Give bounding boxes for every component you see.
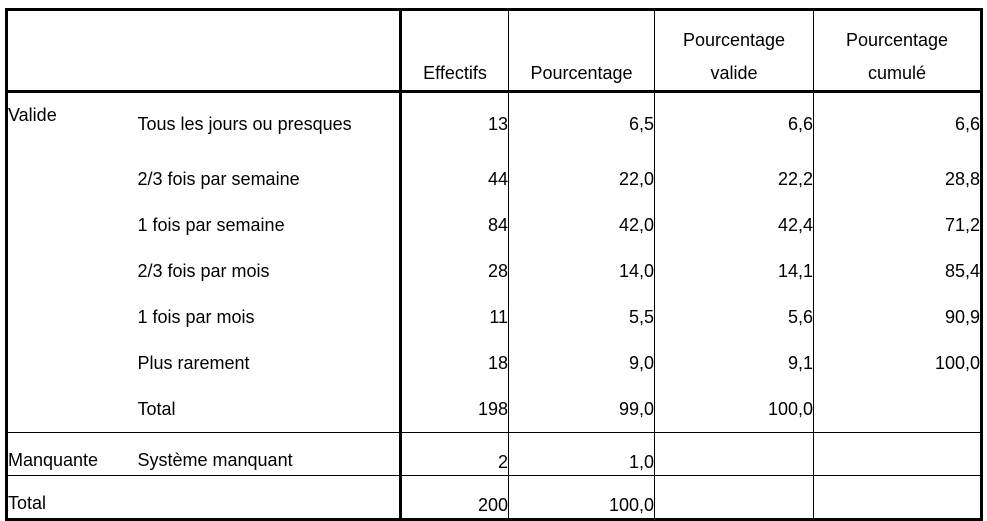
cell-pourcentage-cumule: 100,0 [934, 352, 980, 373]
cell-pourcentage-valide [655, 476, 814, 520]
header-pourcentage-cumule-line1: Pourcentage [845, 30, 949, 50]
cell-effectifs: 44 [401, 156, 509, 202]
header-pourcentage-valide [655, 10, 814, 92]
cell-pourcentage-cumule: 6,6 [954, 114, 980, 134]
cell-pourcentage-cumule: 28,8 [944, 168, 980, 189]
cell-pourcentage-valide: 100,0 [655, 386, 814, 433]
cell-effectifs: 13 [401, 92, 509, 157]
table-row [7, 340, 982, 386]
header-pourcentage-label: Pourcentage [530, 63, 633, 83]
cell-pourcentage: 9,0 [509, 340, 655, 386]
row-label: 2/3 fois par mois [138, 248, 401, 294]
header-empty-category [138, 10, 401, 92]
table-row [7, 156, 982, 202]
cell-pourcentage-cumule: 90,9 [944, 306, 980, 327]
group-label-empty [7, 202, 138, 248]
group-label-empty [7, 294, 138, 340]
header-pourcentage-cumule-line2: cumulé [867, 63, 927, 83]
cell-pourcentage-valide [655, 433, 814, 476]
header-row [7, 10, 982, 92]
cell-pourcentage-valide: 22,2 [655, 156, 814, 202]
table-row [7, 92, 982, 157]
cell-pourcentage-valide: 9,1 [655, 340, 814, 386]
row-label: Tous les jours ou presques [138, 92, 401, 157]
table-row [7, 248, 982, 294]
cell-pourcentage-valide: 6,6 [655, 92, 814, 157]
header-pourcentage-valide-line1: Pourcentage [682, 30, 786, 50]
table-row-subtotal [7, 386, 982, 433]
cell-pourcentage: 1,0 [509, 433, 655, 476]
header-empty-group [7, 10, 138, 92]
group-label-empty [7, 156, 138, 202]
cell-pourcentage-cumule [814, 386, 982, 433]
frequency-table [5, 8, 983, 521]
row-label: Système manquant [138, 433, 401, 476]
cell-effectifs: 18 [401, 340, 509, 386]
header-pourcentage-cumule [814, 10, 982, 92]
cell-pourcentage-valide: 14,1 [655, 248, 814, 294]
cell-pourcentage: 22,0 [509, 156, 655, 202]
cell-effectifs: 28 [401, 248, 509, 294]
row-label: 1 fois par mois [138, 294, 401, 340]
header-pourcentage-valide-line2: valide [710, 63, 758, 83]
header-effectifs-label: Effectifs [423, 63, 487, 83]
cell-pourcentage: 42,0 [509, 202, 655, 248]
row-label: Total [138, 386, 401, 433]
cell-pourcentage: 99,0 [509, 386, 655, 433]
cell-effectifs: 11 [401, 294, 509, 340]
cell-pourcentage: 14,0 [509, 248, 655, 294]
cell-pourcentage: 5,5 [509, 294, 655, 340]
header-effectifs [401, 10, 509, 92]
cell-effectifs: 2 [401, 433, 509, 476]
cell-pourcentage-cumule [814, 476, 982, 520]
group-label-empty [7, 340, 138, 386]
table-row [7, 294, 982, 340]
group-label-empty [7, 386, 138, 433]
group-label-manquante: Manquante [7, 433, 138, 476]
cell-effectifs: 198 [401, 386, 509, 433]
cell-pourcentage-cumule [814, 433, 982, 476]
group-label-total: Total [7, 476, 138, 520]
cell-pourcentage: 6,5 [509, 92, 655, 157]
cell-pourcentage: 100,0 [509, 476, 655, 520]
table-row [7, 202, 982, 248]
header-pourcentage [509, 10, 655, 92]
cell-effectifs: 84 [401, 202, 509, 248]
cell-pourcentage-cumule: 85,4 [944, 260, 980, 281]
table-row-missing [7, 433, 982, 476]
group-label-valide: Valide [8, 105, 57, 125]
cell-effectifs: 200 [401, 476, 509, 520]
row-label: Plus rarement [138, 340, 401, 386]
row-label-empty [138, 476, 401, 520]
cell-pourcentage-cumule: 71,2 [944, 214, 980, 235]
group-label-empty [7, 248, 138, 294]
table-row-total [7, 476, 982, 520]
row-label: 1 fois par semaine [138, 202, 401, 248]
cell-pourcentage-valide: 5,6 [655, 294, 814, 340]
row-label: 2/3 fois par semaine [138, 156, 401, 202]
cell-pourcentage-valide: 42,4 [655, 202, 814, 248]
